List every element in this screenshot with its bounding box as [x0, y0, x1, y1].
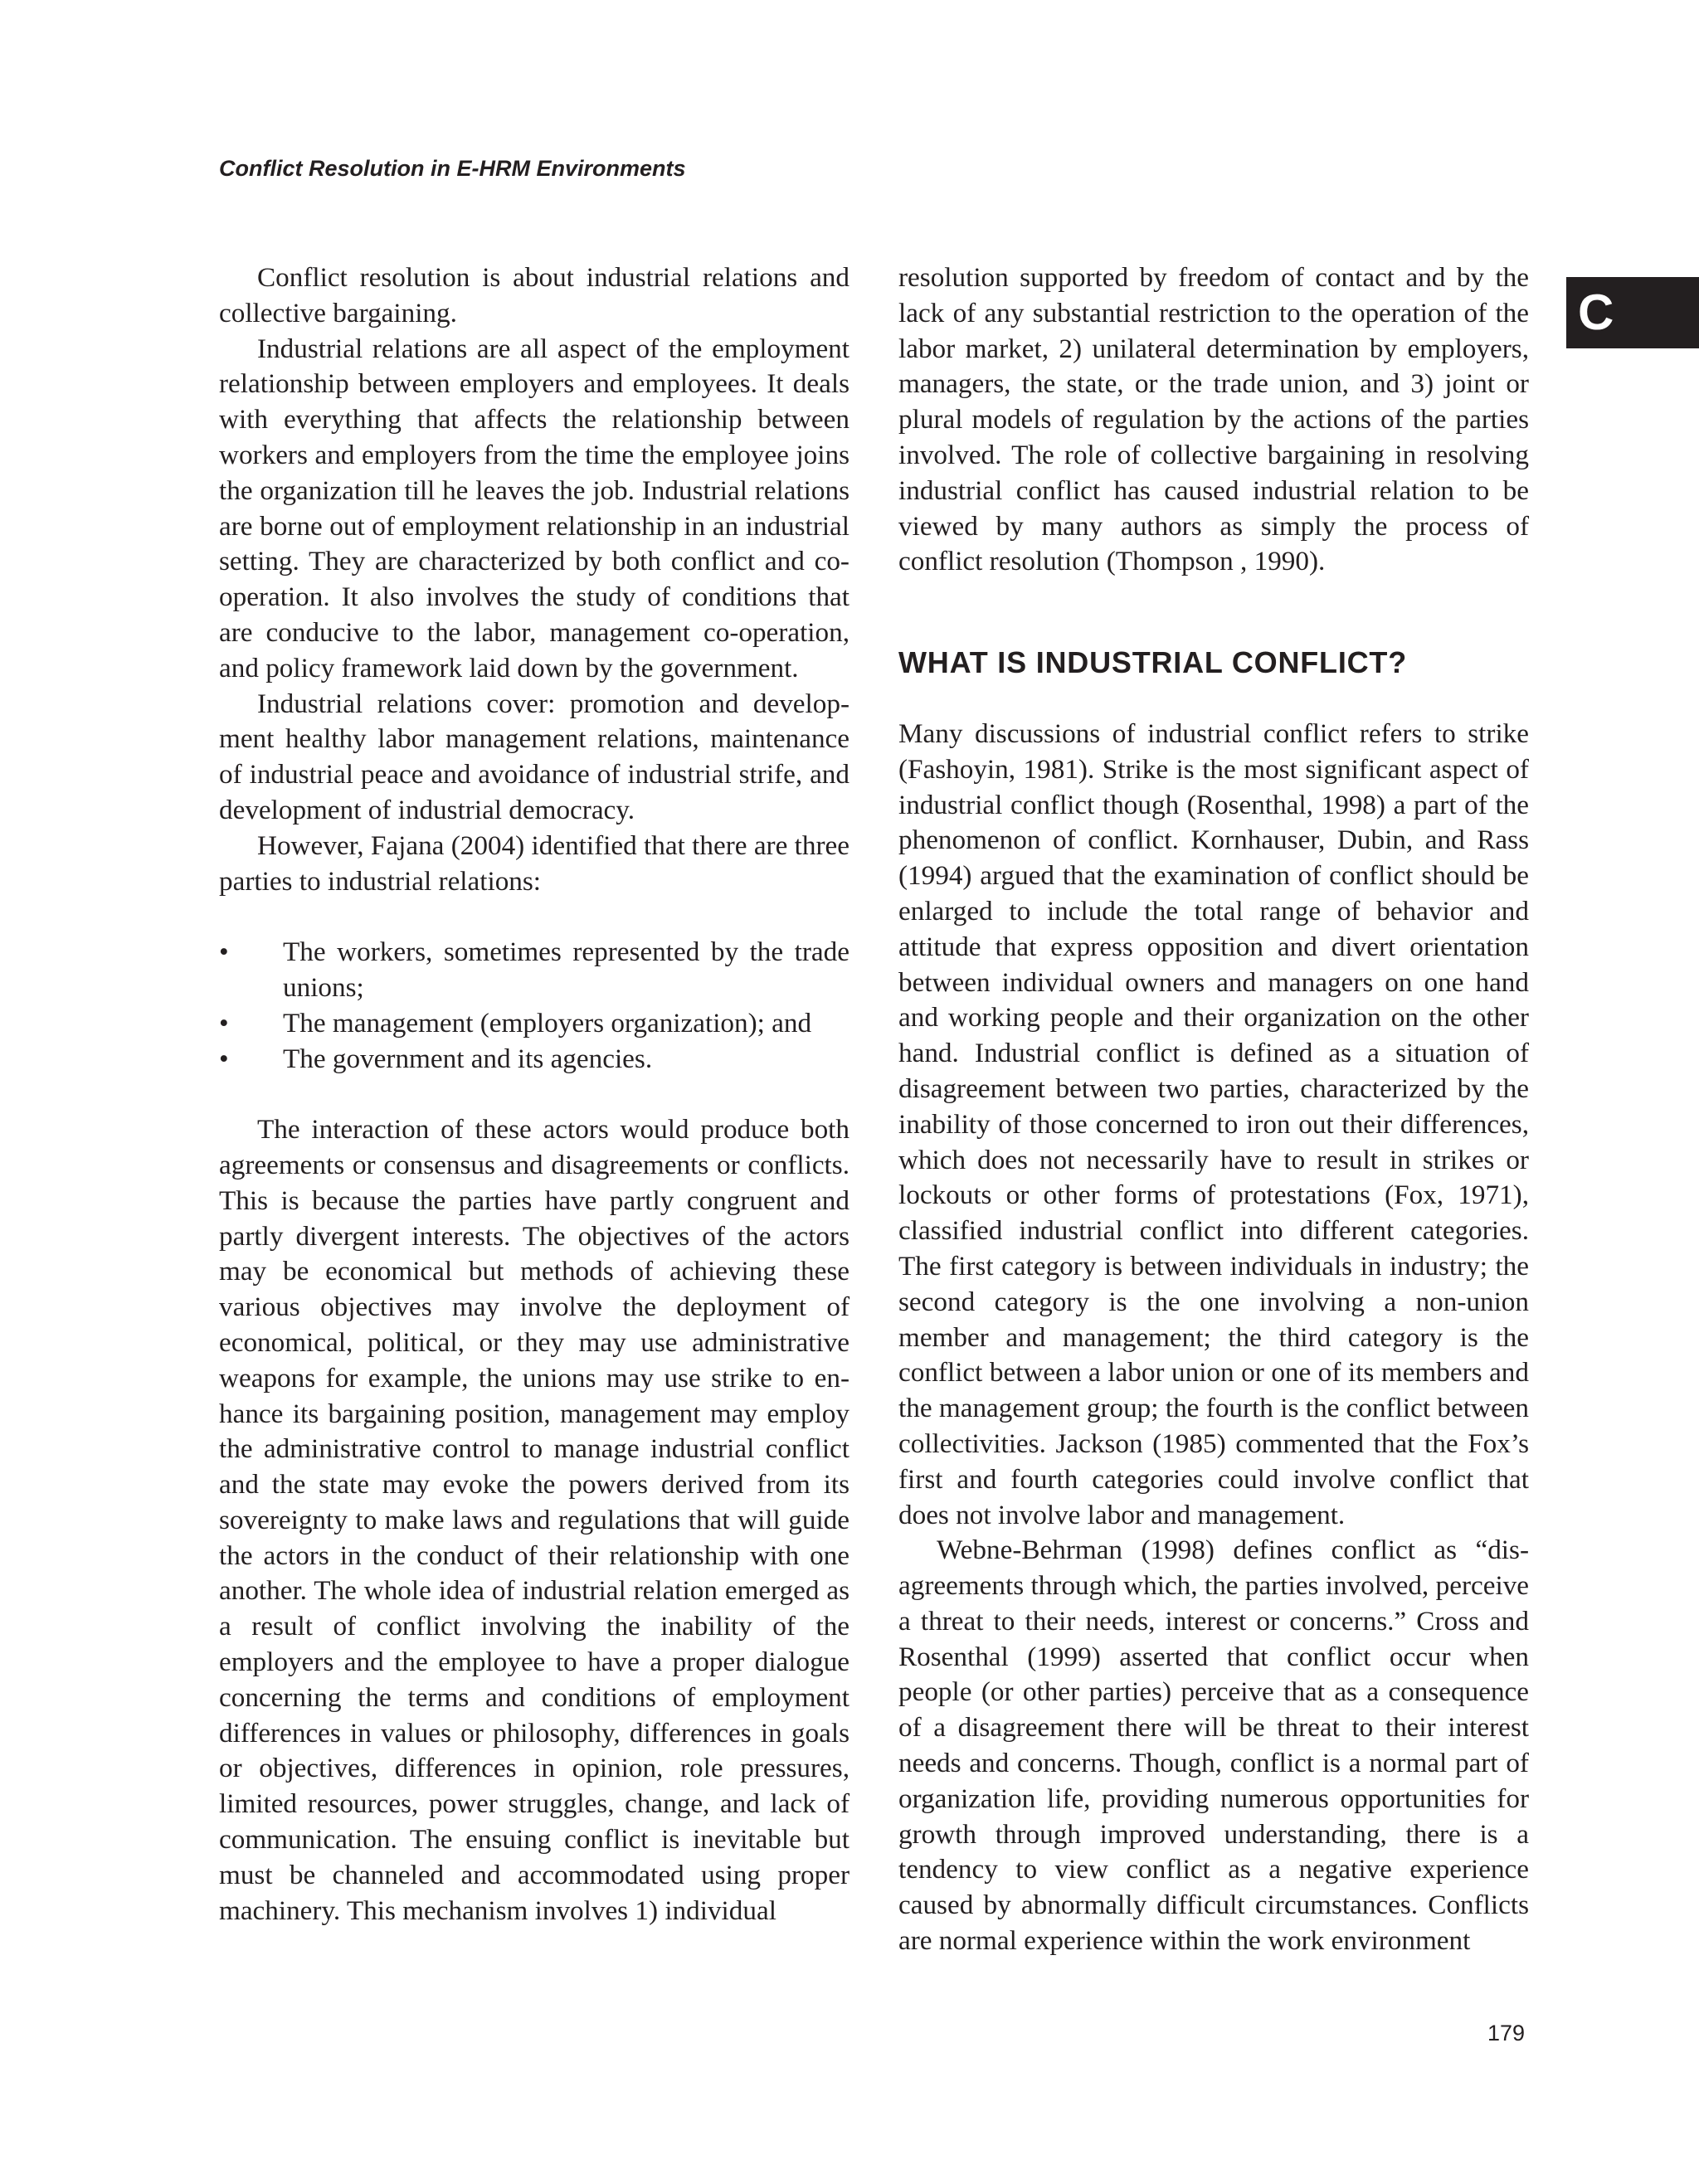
spacer — [898, 580, 1529, 644]
bullet-icon: • — [219, 1043, 229, 1074]
paragraph: Many discussions of industrial conflict refers to strike (Fashoyin, 1981). Strike is the most significant aspect of industrial conflict though (Rosenthal, 1998) a part of the phenomenon of conflict. Kornhauser, Dubin, and Rass (1994) argued that the examination of conflict should be enlarged to include the total range of behavior and attitude that express opposition and divert orientation between individual owners and managers on one hand and working people and their organization on the other hand. Industrial conflict is defined as a situation of disagreement between two parties, characterized by the inability of those concerned to iron out their differences, which does not necessarily have to result in strikes or lockouts or other forms of protestations (Fox, 1971), classified industrial conflict into different categories. The first category is between individuals in industry; the second category is the one involving a non-union member and management; the third category is the conflict between a labor union or one of its members and the management group; the fourth is the conflict between collectivities. Jackson (1985) commented that the Fox’s first and fourth categories could involve conflict that does not involve labor and management. — [898, 717, 1529, 1530]
page-number: 179 — [1487, 2021, 1526, 2045]
paragraph: The interaction of these actors would produce both agreements or consensus and disagreements or conflicts. This is because the parties have partly congruent and partly divergent interests. The objectives of the actors may be economical but methods of achieving these various objectives may involve the deployment of economical, political, or they may use administrative weapons for example, the unions may use strike to enhance its bargaining position, management may employ the administrative control to manage industrial conflict and the state may evoke the powers derived from its sovereignty to make laws and regulations that will guide the actors in the conduct of their relationship with one another. The whole idea of industrial relation emerged as a result of conflict involving the inability of the employers and the employee to have a proper dialogue concerning the terms and conditions of employment differences in values or philosophy, differences in goals or objectives, differences in opinion, role pressures, limited resources, power struggles, change, and lack of communication. The ensuing conflict is inevitable but must be channeled and accommodated using proper machinery. This mechanism involves 1) individual — [219, 1114, 850, 1926]
list-item-text: The government and its agencies. — [283, 1043, 653, 1074]
paragraph: Industrial relations are all aspect of the employment relationship between employers and employees. It deals with everything that affects the relationship between workers and employers from the time the employee joins the organization till he leaves the job. Industrial relations are borne out of employment relationship in an industrial setting. They are characterized by both conflict and co-operation. It also involves the study of conditions that are conducive to the labor, management co-operation, and policy framework laid down by the government. — [219, 333, 850, 683]
running-head: Conflict Resolution in E-HRM Environments — [219, 156, 686, 181]
spacer — [219, 899, 850, 935]
left-column — [219, 260, 850, 1929]
list-item — [219, 1042, 850, 1077]
spacer — [219, 1077, 850, 1112]
list-item — [219, 1006, 850, 1042]
bullet-icon: • — [219, 936, 229, 968]
paragraph: However, Fajana (2004) identified that there are three parties to industrial relations: — [219, 829, 850, 897]
paragraph: Industrial relations cover: promotion and development healthy labor management relations, maintenance of industrial peace and avoidance of industrial strife, and development of industrial democracy. — [219, 688, 850, 825]
spacer — [898, 681, 1529, 717]
bullet-icon: • — [219, 1007, 229, 1038]
paragraph: resolution supported by freedom of contact and by the lack of any substantial restriction to the operation of the labor market, 2) unilateral determination by employers, managers, the state, or the trade union, and 3) joint or plural models of regulation by the actions of the parties involved. The role of collective bargaining in resolving industrial conflict has caused industrial relation to be viewed by many authors as simply the process of conflict resolution (Thompson , 1990). — [898, 262, 1529, 577]
section-heading: WHAT IS INDUSTRIAL CONFLICT? — [898, 645, 1408, 680]
right-column — [898, 260, 1529, 1959]
list-item-text: The management (employers organization); and — [283, 1007, 812, 1038]
list-item-text: The workers, sometimes represented by the trade unions; — [283, 936, 850, 1003]
section-thumb-tab — [1566, 277, 1699, 348]
paragraph: Webne-Behrman (1998) defines conflict as “disagreements through which, the parties involved, perceive a threat to their needs, interest or concerns.” Cross and Rosenthal (1999) asserted that conflict occur when people (or other parties) perceive that as a consequence of a disagreement there will be threat to their interest needs and concerns. Though, conflict is a normal part of organization life, providing numerous opportunities for growth through improved understanding, there is a tendency to view conflict as a negative experience caused by abnormally difficult circumstances. Conflicts are normal experience within the work environment — [898, 1535, 1529, 1957]
thumb-tab-letter: C — [1578, 285, 1614, 340]
paragraph: Conflict resolution is about industrial relations and collective bargaining. — [219, 262, 850, 328]
list-item — [219, 935, 850, 1006]
bullet-list — [219, 935, 850, 1077]
